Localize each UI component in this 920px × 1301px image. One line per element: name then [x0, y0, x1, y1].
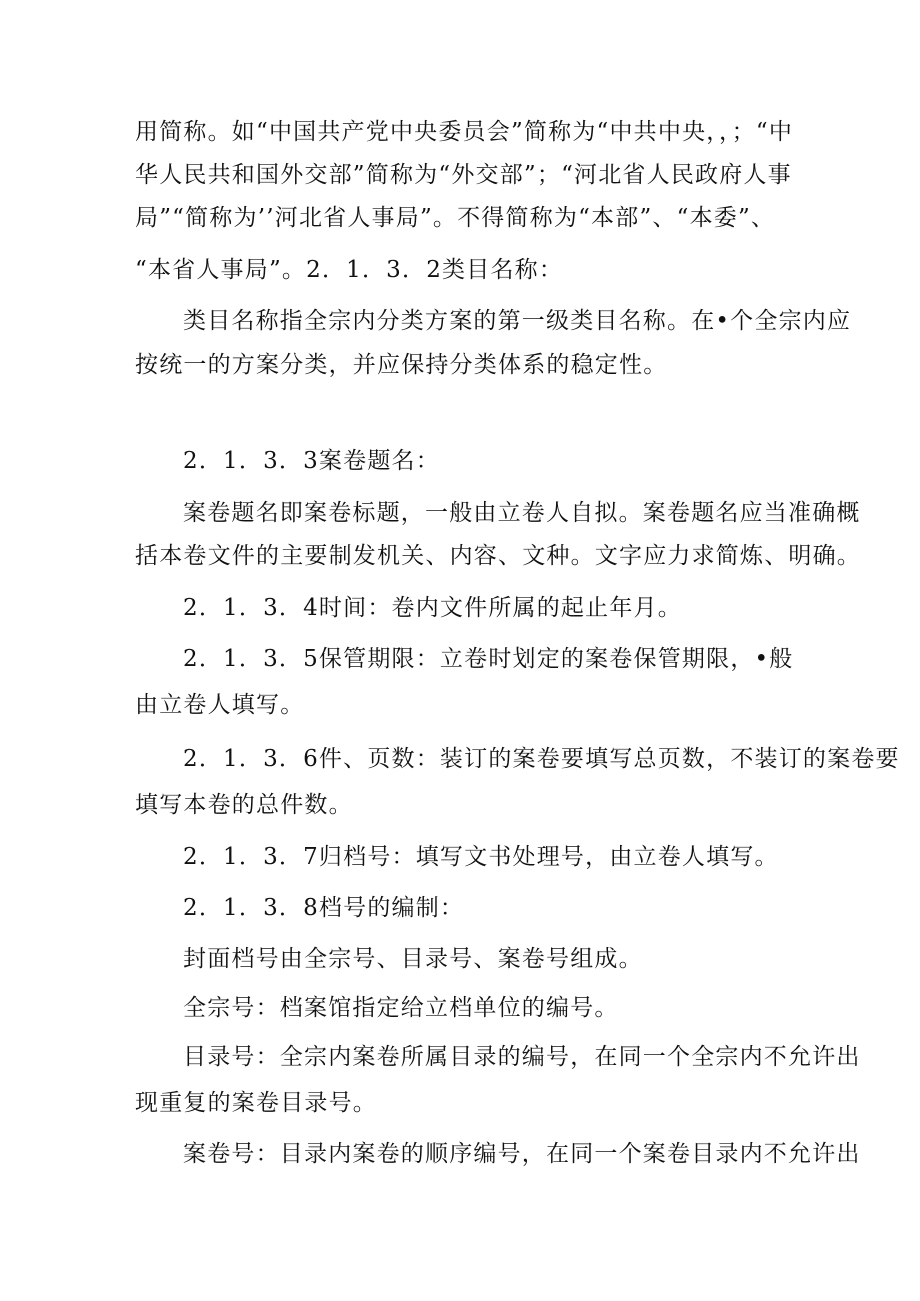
text-line: 由立卷人填写。 [135, 692, 305, 718]
text-line: 华人民共和国外交部”简称为“外交部”；“河北省人民政府人事 [135, 162, 792, 188]
section-heading: 2．1．3．3案卷题名： [183, 448, 440, 474]
text-line: 括本卷文件的主要制发机关、内容、文种。文字应力求简炼、明确。 [135, 543, 861, 569]
text-line: 类目名称指全宗内分类方案的第一级类目名称。在•个全宗内应 [183, 308, 852, 334]
text-line: 全宗号：档案馆指定给立档单位的编号。 [183, 995, 619, 1021]
text-line: 按统一的方案分类，并应保持分类体系的稳定性。 [135, 352, 668, 378]
text-line: 2．1．3．5保管期限：立卷时划定的案卷保管期限，•般 [183, 646, 794, 672]
text-line: 局”“简称为’’河北省人事局”。不得简称为“本部”、“本委”、 [135, 205, 776, 231]
text-line: 现重复的案卷目录号。 [135, 1090, 377, 1116]
text-line: 用简称。如“中国共产党中央委员会”简称为“中共中央，，；“中 [135, 119, 794, 145]
text-line: 案卷号：目录内案卷的顺序编号，在同一个案卷目录内不允许出 [183, 1141, 861, 1167]
text-line: 填写本卷的总件数。 [135, 792, 353, 818]
text-line: 封面档号由全宗号、目录号、案卷号组成。 [183, 946, 643, 972]
text-line: 2．1．3．6件、页数：装订的案卷要填写总页数，不装订的案卷要 [183, 746, 900, 772]
text-line: 案卷题名即案卷标题，一般由立卷人自拟。案卷题名应当准确概 [183, 500, 861, 526]
text-line: 2．1．3．7归档号：填写文书处理号，由立卷人填写。 [183, 844, 779, 870]
text-line: 2．1．3．4时间：卷内文件所属的起止年月。 [183, 595, 682, 621]
text-line: 目录号：全宗内案卷所属目录的编号，在同一个全宗内不允许出 [183, 1044, 861, 1070]
text-line: 2．1．3．8档号的编制： [183, 895, 465, 921]
text-line: “本省人事局”。2．1．3．2类目名称： [135, 257, 564, 283]
